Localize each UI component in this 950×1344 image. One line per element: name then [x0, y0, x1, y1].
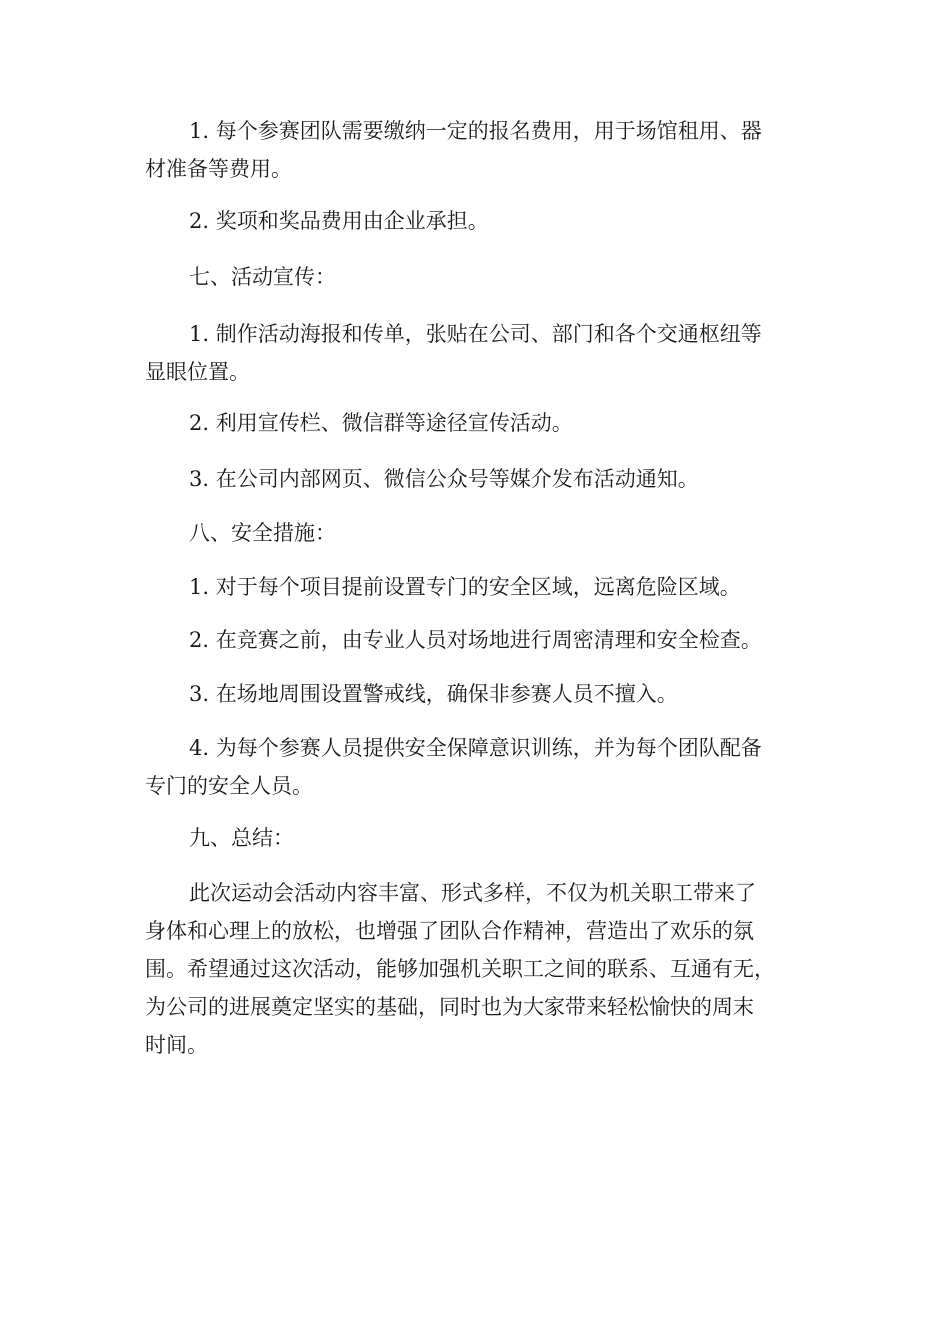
- text-line: 2. 在竞赛之前，由专业人员对场地进行周密清理和安全检查。: [189, 628, 762, 652]
- text-line: 此次运动会活动内容丰富、形式多样，不仅为机关职工带来了: [189, 881, 756, 905]
- text-line: 2. 奖项和奖品费用由企业承担。: [189, 209, 489, 233]
- section-heading-summary: [145, 819, 805, 857]
- text-line: 1. 对于每个项目提前设置专门的安全区域，远离危险区域。: [189, 575, 741, 599]
- text-line: 4. 为每个参赛人员提供安全保障意识训练，并为每个团队配备: [189, 736, 762, 760]
- text-line: 3. 在场地周围设置警戒线，确保非参赛人员不擅入。: [189, 682, 678, 706]
- text-line: 七、活动宣传：: [189, 265, 336, 289]
- paragraph-summary: [145, 874, 805, 1064]
- text-line: 九、总结：: [189, 826, 294, 850]
- section-heading-safety: [145, 514, 805, 552]
- paragraph-publicity-1: [145, 315, 805, 391]
- paragraph-fee-1: [145, 112, 805, 188]
- text-line: 时间。: [145, 1033, 208, 1057]
- text-line: 材准备等费用。: [145, 157, 292, 181]
- text-line: 3. 在公司内部网页、微信公众号等媒介发布活动通知。: [189, 467, 699, 491]
- paragraph-publicity-2: [145, 404, 805, 442]
- text-line: 身体和心理上的放松，也增强了团队合作精神，营造出了欢乐的氛: [145, 919, 754, 943]
- text-line: 显眼位置。: [145, 360, 250, 384]
- paragraph-safety-2: [145, 621, 805, 659]
- paragraph-fee-2: [145, 202, 805, 240]
- paragraph-publicity-3: [145, 460, 805, 498]
- text-line: 1. 制作活动海报和传单，张贴在公司、部门和各个交通枢纽等: [189, 322, 762, 346]
- text-line: 2. 利用宣传栏、微信群等途径宣传活动。: [189, 411, 573, 435]
- section-heading-publicity: [145, 258, 805, 296]
- text-line: 为公司的进展奠定坚实的基础，同时也为大家带来轻松愉快的周末: [145, 995, 754, 1019]
- paragraph-safety-1: [145, 568, 805, 606]
- text-line: 1. 每个参赛团队需要缴纳一定的报名费用，用于场馆租用、器: [189, 119, 762, 143]
- text-line: 围。希望通过这次活动，能够加强机关职工之间的联系、互通有无，: [145, 957, 775, 981]
- paragraph-safety-3: [145, 675, 805, 713]
- text-line: 专门的安全人员。: [145, 774, 313, 798]
- paragraph-safety-4: [145, 729, 805, 805]
- text-line: 八、安全措施：: [189, 521, 336, 545]
